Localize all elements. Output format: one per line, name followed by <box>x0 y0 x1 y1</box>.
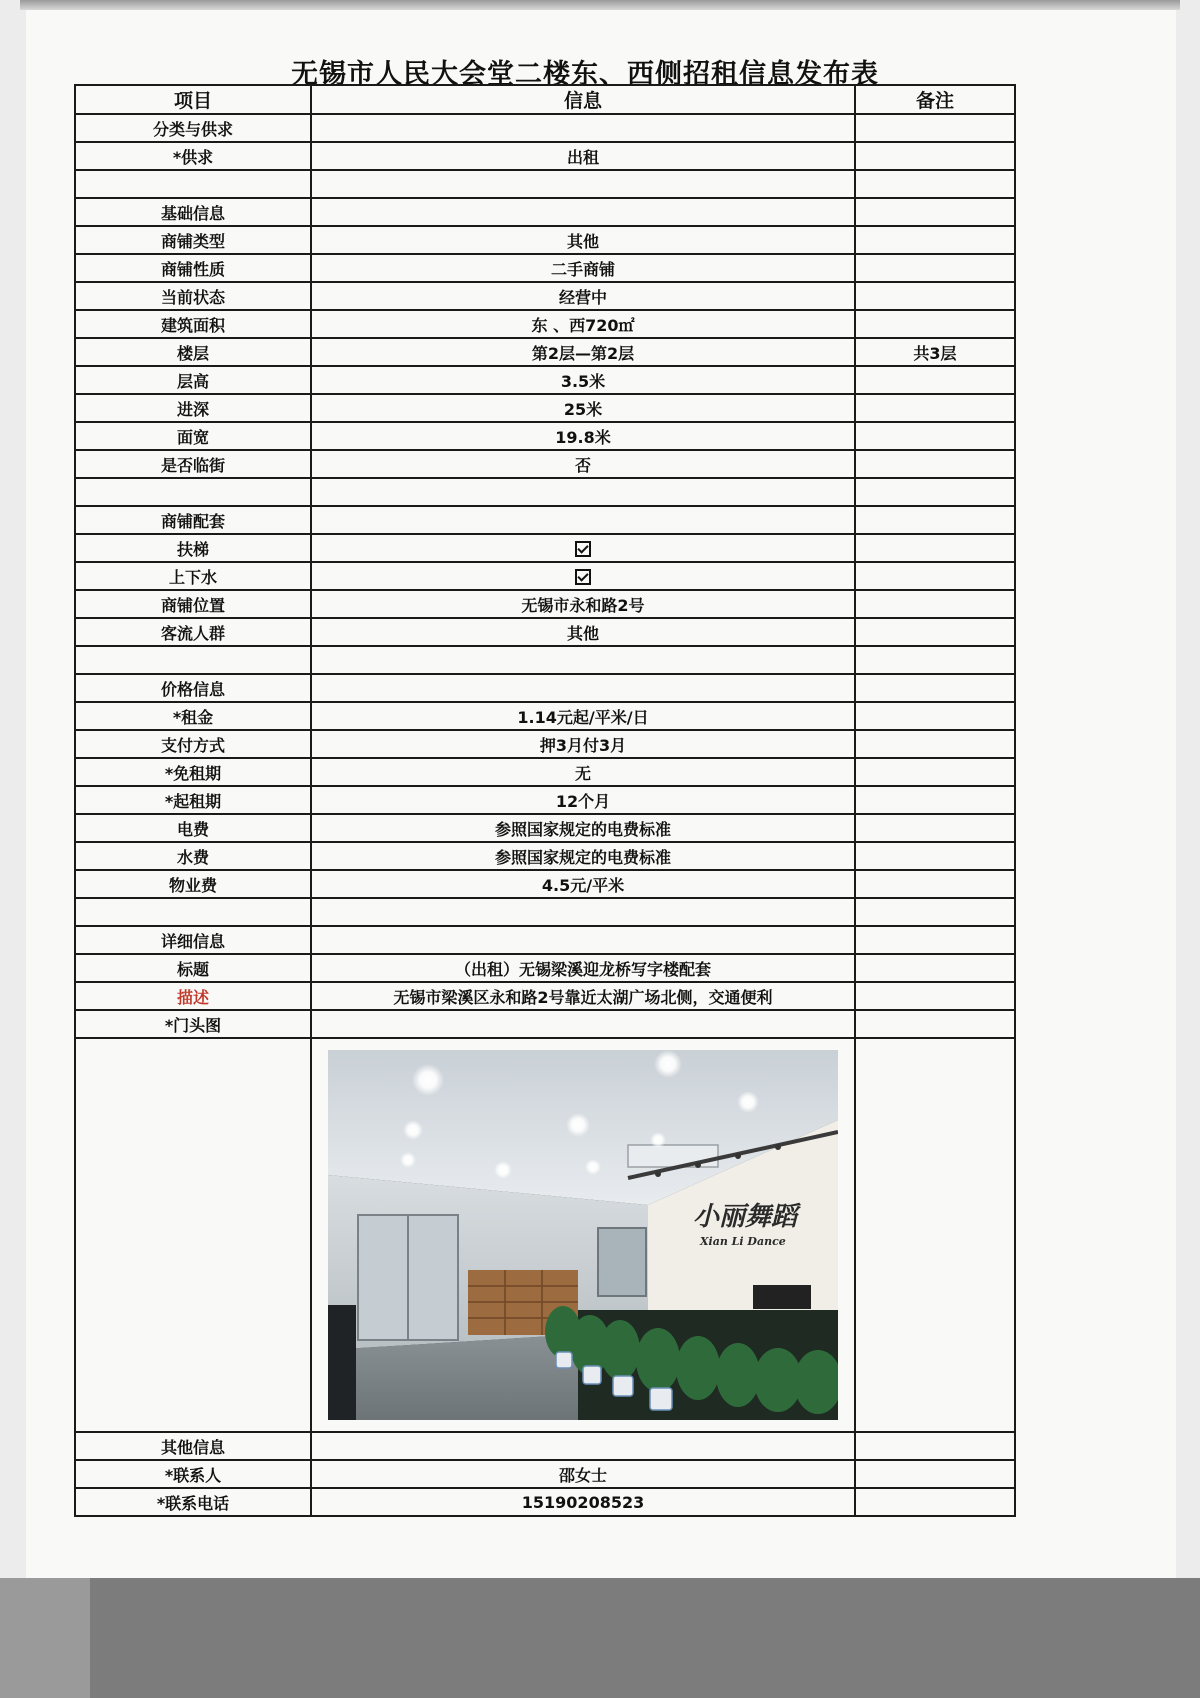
row-value: 经营中 <box>311 282 855 310</box>
row-note <box>855 170 1015 198</box>
row-value <box>311 898 855 926</box>
row-note <box>855 254 1015 282</box>
table-row <box>75 1460 1015 1488</box>
row-label: 商铺类型 <box>75 226 311 254</box>
row-note <box>855 702 1015 730</box>
photo-row-note <box>855 1038 1015 1432</box>
row-label: 描述 <box>75 982 311 1010</box>
row-value <box>311 646 855 674</box>
table-row <box>75 366 1015 394</box>
row-note <box>855 982 1015 1010</box>
table-row <box>75 1010 1015 1038</box>
row-label: 标题 <box>75 954 311 982</box>
row-value <box>311 1432 855 1460</box>
photo-row-label <box>75 1038 311 1432</box>
table-row <box>75 170 1015 198</box>
row-label: 商铺位置 <box>75 590 311 618</box>
scan-bottom-corner <box>0 1578 90 1698</box>
row-label: 电费 <box>75 814 311 842</box>
table-row <box>75 310 1015 338</box>
table-row <box>75 954 1015 982</box>
row-note <box>855 478 1015 506</box>
row-note <box>855 926 1015 954</box>
scan-bottom-edge <box>0 1578 1200 1698</box>
row-note <box>855 954 1015 982</box>
row-label: 扶梯 <box>75 534 311 562</box>
row-label: 详细信息 <box>75 926 311 954</box>
table-row <box>75 618 1015 646</box>
row-value: 东 、西720㎡ <box>311 310 855 338</box>
table-row <box>75 674 1015 702</box>
table-row <box>75 702 1015 730</box>
row-label: *联系人 <box>75 1460 311 1488</box>
header-info: 信息 <box>311 85 855 114</box>
table-header-row <box>75 85 1015 114</box>
row-value: 二手商铺 <box>311 254 855 282</box>
row-label: 商铺配套 <box>75 506 311 534</box>
row-label: *租金 <box>75 702 311 730</box>
row-note <box>855 786 1015 814</box>
row-label: 分类与供求 <box>75 114 311 142</box>
row-note <box>855 646 1015 674</box>
row-value <box>311 114 855 142</box>
rental-info-table <box>74 84 1016 1517</box>
row-note <box>855 842 1015 870</box>
row-value: 参照国家规定的电费标准 <box>311 842 855 870</box>
row-value: 邵女士 <box>311 1460 855 1488</box>
row-note <box>855 282 1015 310</box>
row-note <box>855 450 1015 478</box>
row-value: 3.5米 <box>311 366 855 394</box>
row-label <box>75 170 311 198</box>
row-note <box>855 1432 1015 1460</box>
table-row <box>75 562 1015 590</box>
row-label <box>75 478 311 506</box>
storefront-photo <box>328 1050 838 1420</box>
table-row <box>75 198 1015 226</box>
row-note <box>855 142 1015 170</box>
row-value: （出租）无锡梁溪迎龙桥写字楼配套 <box>311 954 855 982</box>
sign-english: Xian Li Dance <box>700 1235 786 1248</box>
row-value: 4.5元/平米 <box>311 870 855 898</box>
table-row <box>75 226 1015 254</box>
header-item: 项目 <box>75 85 311 114</box>
row-note <box>855 674 1015 702</box>
row-label: *免租期 <box>75 758 311 786</box>
scan-top-edge <box>20 0 1180 10</box>
table-row <box>75 1488 1015 1516</box>
table-row <box>75 758 1015 786</box>
row-value: 1.14元起/平米/日 <box>311 702 855 730</box>
row-label: *起租期 <box>75 786 311 814</box>
row-label: 其他信息 <box>75 1432 311 1460</box>
table-row <box>75 786 1015 814</box>
table-row <box>75 282 1015 310</box>
row-value: 第2层—第2层 <box>311 338 855 366</box>
row-value: 无锡市梁溪区永和路2号靠近太湖广场北侧，交通便利 <box>311 982 855 1010</box>
row-note <box>855 366 1015 394</box>
row-note <box>855 1460 1015 1488</box>
row-note <box>855 590 1015 618</box>
row-note: 共3层 <box>855 338 1015 366</box>
row-note <box>855 758 1015 786</box>
row-value: 否 <box>311 450 855 478</box>
row-note <box>855 814 1015 842</box>
row-value <box>311 1010 855 1038</box>
row-label: 水费 <box>75 842 311 870</box>
row-label <box>75 646 311 674</box>
row-note <box>855 534 1015 562</box>
row-note <box>855 226 1015 254</box>
row-label <box>75 898 311 926</box>
row-label: 支付方式 <box>75 730 311 758</box>
table-row <box>75 730 1015 758</box>
row-value: 押3月付3月 <box>311 730 855 758</box>
row-label: 层高 <box>75 366 311 394</box>
row-value: 出租 <box>311 142 855 170</box>
row-value <box>311 562 855 590</box>
table-row <box>75 506 1015 534</box>
row-note <box>855 506 1015 534</box>
row-note <box>855 730 1015 758</box>
checkbox-checked-icon <box>575 541 591 557</box>
row-note <box>855 562 1015 590</box>
row-note <box>855 422 1015 450</box>
table-row <box>75 646 1015 674</box>
row-note <box>855 114 1015 142</box>
table-row <box>75 814 1015 842</box>
storefront-photo-cell <box>311 1038 855 1432</box>
row-note <box>855 1488 1015 1516</box>
row-label: 当前状态 <box>75 282 311 310</box>
row-note <box>855 618 1015 646</box>
table-row <box>75 1432 1015 1460</box>
header-note: 备注 <box>855 85 1015 114</box>
row-value <box>311 534 855 562</box>
row-value <box>311 478 855 506</box>
table-row <box>75 926 1015 954</box>
row-label: 客流人群 <box>75 618 311 646</box>
table-row <box>75 478 1015 506</box>
row-note <box>855 310 1015 338</box>
table-row <box>75 842 1015 870</box>
table-row <box>75 450 1015 478</box>
photo-row <box>75 1038 1015 1432</box>
row-label: *门头图 <box>75 1010 311 1038</box>
table-row <box>75 254 1015 282</box>
table-row <box>75 534 1015 562</box>
row-label: *供求 <box>75 142 311 170</box>
table-row <box>75 898 1015 926</box>
row-value: 12个月 <box>311 786 855 814</box>
row-value: 参照国家规定的电费标准 <box>311 814 855 842</box>
table-row <box>75 422 1015 450</box>
row-label: 是否临街 <box>75 450 311 478</box>
row-value: 无 <box>311 758 855 786</box>
row-value <box>311 170 855 198</box>
table-row <box>75 982 1015 1010</box>
row-note <box>855 1010 1015 1038</box>
row-label: 上下水 <box>75 562 311 590</box>
document-title: 无锡市人民大会堂二楼东、西侧招租信息发布表 <box>291 59 879 90</box>
row-label: 价格信息 <box>75 674 311 702</box>
row-label: 基础信息 <box>75 198 311 226</box>
table-row <box>75 338 1015 366</box>
row-value <box>311 506 855 534</box>
checkbox-checked-icon <box>575 569 591 585</box>
row-label: 楼层 <box>75 338 311 366</box>
row-value: 25米 <box>311 394 855 422</box>
table-row <box>75 590 1015 618</box>
table-row <box>75 394 1015 422</box>
row-value <box>311 674 855 702</box>
row-label: 建筑面积 <box>75 310 311 338</box>
row-value: 15190208523 <box>311 1488 855 1516</box>
sign-chinese: 小丽舞蹈 <box>693 1202 798 1232</box>
row-note <box>855 870 1015 898</box>
row-label: 商铺性质 <box>75 254 311 282</box>
row-note <box>855 394 1015 422</box>
row-value <box>311 926 855 954</box>
row-value: 其他 <box>311 618 855 646</box>
row-value <box>311 198 855 226</box>
row-label: 物业费 <box>75 870 311 898</box>
row-label: 进深 <box>75 394 311 422</box>
row-note <box>855 898 1015 926</box>
row-label: 面宽 <box>75 422 311 450</box>
row-value: 19.8米 <box>311 422 855 450</box>
table-row <box>75 142 1015 170</box>
row-value: 其他 <box>311 226 855 254</box>
row-note <box>855 198 1015 226</box>
table-row <box>75 870 1015 898</box>
table-row <box>75 114 1015 142</box>
row-value: 无锡市永和路2号 <box>311 590 855 618</box>
row-label: *联系电话 <box>75 1488 311 1516</box>
